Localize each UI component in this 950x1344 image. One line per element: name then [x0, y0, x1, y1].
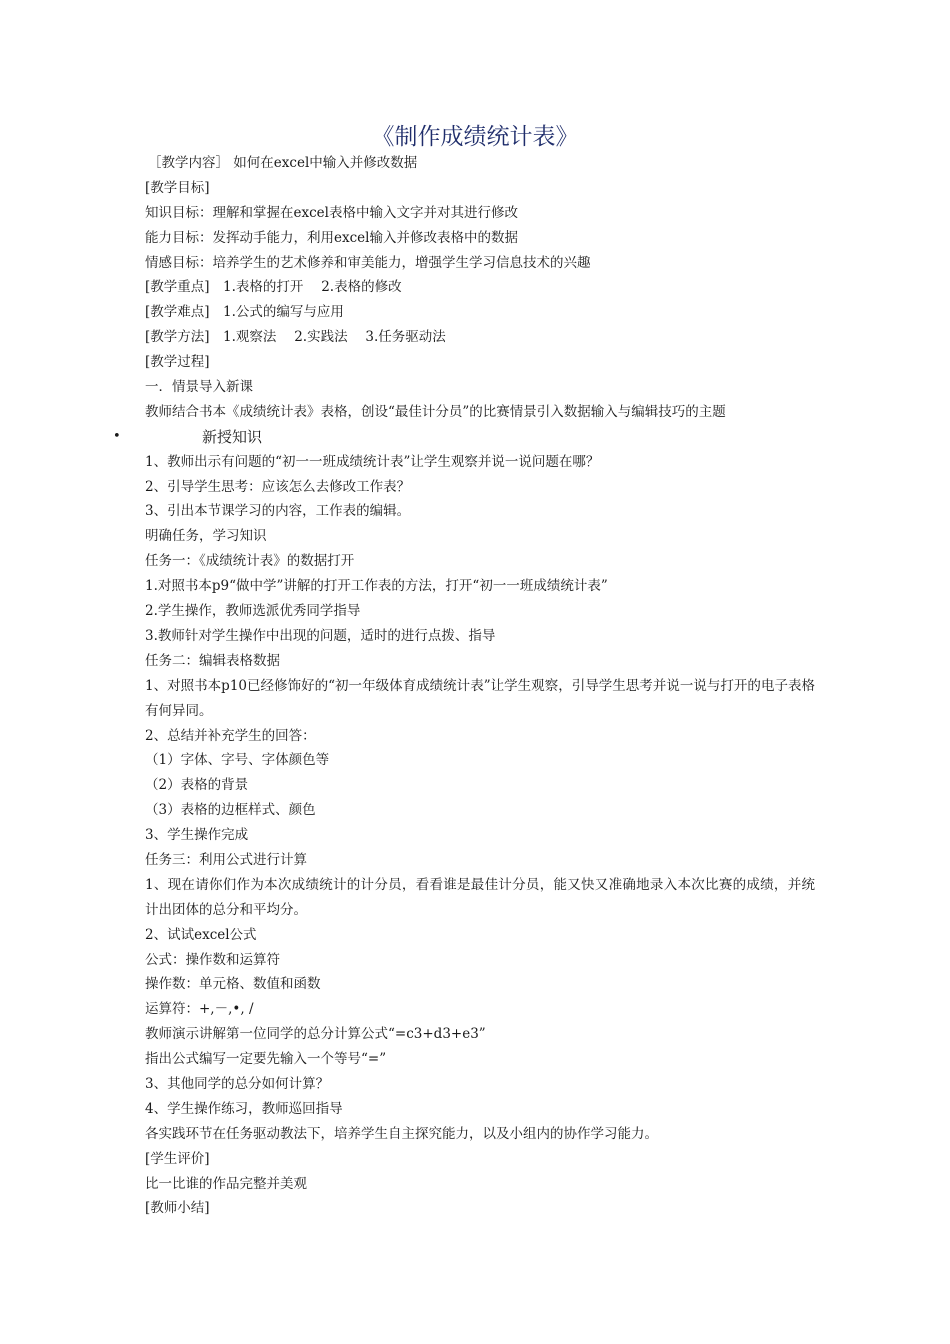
list-item: 操作数：单元格、数值和函数	[145, 976, 321, 993]
document-body	[113, 151, 815, 1221]
list-item: 比一比谁的作品完整并美观	[145, 1175, 307, 1192]
list-item: 指出公式编写一定要先输入一个等号“=”	[145, 1051, 387, 1068]
wrap-paragraph: 1、对照书本p10已经修饰好的“初一年级体育成绩统计表”让学生观察，引导学生思考并说一说与打开的电子表格有何异同。	[145, 677, 815, 719]
bullet-icon: •	[113, 428, 121, 444]
list-item: 各实践环节在任务驱动教法下，培养学生自主探究能力，以及小组内的协作学习能力。	[145, 1125, 658, 1142]
list-item: 1.对照书本p9“做中学”讲解的打开工作表的方法，打开“初一一班成绩统计表”	[145, 578, 608, 595]
teaching-content-line: ［教学内容］ 如何在excel中输入并修改数据	[148, 155, 418, 171]
student-evaluation-heading: [学生评价]	[145, 1150, 210, 1167]
knowledge-goal-line: 知识目标：理解和掌握在excel表格中输入文字并对其进行修改	[145, 204, 518, 221]
emotion-goal-line: 情感目标：培养学生的艺术修养和审美能力，增强学生学习信息技术的兴趣	[145, 254, 591, 271]
teaching-methods-line: [教学方法] 1.观察法 2.实践法 3.任务驱动法	[145, 329, 446, 346]
list-item: 3、引出本节课学习的内容，工作表的编辑。	[145, 503, 411, 520]
list-item: 3、其他同学的总分如何计算？	[145, 1076, 330, 1093]
task-one-heading: 任务一：《成绩统计表》的数据打开	[145, 553, 355, 570]
difficult-points-line: [教学难点] 1.公式的编写与应用	[145, 304, 344, 321]
list-item: 3.教师针对学生操作中出现的问题，适时的进行点拨、指导	[145, 627, 496, 644]
list-item: 4、学生操作练习，教师巡回指导	[145, 1100, 343, 1117]
document-title: 《制作成绩统计表》	[371, 124, 579, 150]
list-item: 运算符：+,－,•, /	[145, 1001, 254, 1018]
task-three-heading: 任务三：利用公式进行计算	[145, 851, 307, 868]
teaching-goals-heading: [教学目标]	[145, 179, 210, 196]
list-item: 公式：操作数和运算符	[145, 951, 280, 968]
list-item: 2.学生操作，教师选派优秀同学指导	[145, 603, 361, 620]
key-points-line: [教学重点] 1.表格的打开 2.表格的修改	[145, 279, 402, 296]
section-heading-text: 新授知识	[202, 427, 263, 446]
ability-goal-line: 能力目标：发挥动手能力，利用excel输入并修改表格中的数据	[145, 229, 518, 246]
list-item: （2）表格的背景	[145, 777, 249, 794]
list-item: （1）字体、字号、字体颜色等	[145, 752, 330, 769]
section-heading-new-knowledge	[113, 425, 815, 450]
teaching-process-heading: [教学过程]	[145, 354, 210, 371]
teacher-summary-heading: [教师小结]	[145, 1200, 210, 1217]
list-item: 2、引导学生思考：应该怎么去修改工作表？	[145, 478, 411, 495]
list-item: 2、试试excel公式	[145, 926, 257, 943]
wrap-paragraph: 1、现在请你们作为本次成绩统计的计分员，看看谁是最佳计分员，能又快又准确地录入本次比赛的成绩，并统计出团体的总分和平均分。	[145, 876, 815, 918]
list-item: 教师演示讲解第一位同学的总分计算公式“=c3+d3+e3”	[145, 1026, 486, 1043]
intro-paragraph: 教师结合书本《成绩统计表》表格，创设“最佳计分员”的比赛情景引入数据输入与编辑技巧的主题	[145, 403, 726, 420]
list-item: 明确任务，学习知识	[145, 528, 267, 545]
intro-heading: 一．情景导入新课	[145, 379, 253, 396]
list-item: 1、教师出示有问题的“初一一班成绩统计表”让学生观察并说一说问题在哪？	[145, 453, 600, 470]
list-item: 2、总结并补充学生的回答：	[145, 727, 316, 744]
task-two-heading: 任务二：编辑表格数据	[145, 652, 280, 669]
list-item: （3）表格的边框样式、颜色	[145, 802, 316, 819]
list-item: 3、学生操作完成	[145, 827, 249, 844]
